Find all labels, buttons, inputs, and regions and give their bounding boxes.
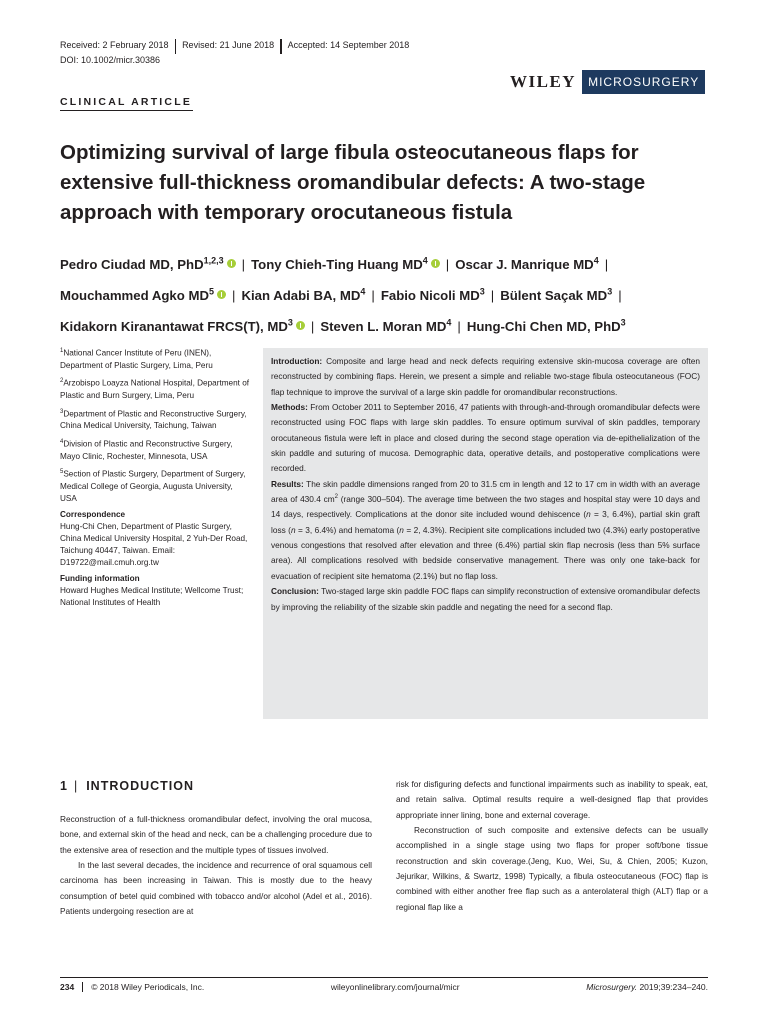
body-column-right — [396, 777, 708, 915]
author[interactable]: Kian Adabi BA, $MD^4$ — [241, 286, 366, 304]
orcid-icon[interactable] — [227, 259, 236, 268]
orcid-icon[interactable] — [217, 290, 226, 299]
doi[interactable]: DOI: 10.1002/micr.30386 — [60, 55, 161, 65]
section-heading: 1 | INTRODUCTION — [60, 779, 195, 793]
footer-rule — [60, 977, 708, 978]
date-separator — [280, 39, 282, 54]
article-title: Optimizing survival of large fibula osteocutaneous flaps for extensive full-thickness oromandibular defects: A two-stage approach with temporary orocutaneous fistula — [60, 141, 646, 224]
funding-heading: Funding information — [60, 574, 140, 584]
author[interactable]: Steven L. Moran $MD^4$ — [320, 317, 452, 335]
abstract-introduction: Introduction: Composite and large head and neck defects requiring extensive skin-mucosa coverage are often reconstructed by combining flaps. Herein, we present a simple and reliable two-stage fibula osteocutaneous (FOC) flap technique to improve the survival of a large skin paddle for oromandibular reconstructions. — [271, 356, 701, 397]
author[interactable]: Pedro Ciudad MD, PhD$^{1,2,3}$ — [60, 257, 236, 272]
page-number: 234 — [60, 982, 75, 992]
author[interactable]: Bülent Saçak $MD^3$ — [500, 286, 613, 304]
article-dates — [60, 37, 409, 52]
body-column-left — [60, 812, 372, 919]
paragraph: risk for disfiguring defects and functional impairments such as inability to speak, eat, and retain saliva. Optimal results require a well-designed flap that provides appropriate inner lining, bone and external coverage. — [396, 779, 708, 820]
author-list: Pedro Ciudad MD, PhD$^{1,2,3}$ | Tony Chieh-Ting Huang $MD^4$ | Oscar J. Manrique $MD^4$ | Mouchammed Agko $MD^5$ | Kian Adabi BA, $MD^4$ | Fabio Nicoli $MD^3$ | Bülent Saçak $MD^3$ | Kidakorn Kiranantawat FRCS(T), $MD^3$ | Steven L. Moran $MD^4$ | Hung-Chi Chen MD, PhD$^3$ — [60, 256, 626, 335]
accepted-date: Accepted: 14 September 2018 — [287, 39, 410, 50]
funding-text: Howard Hughes Medical Institute; Wellcome Trust; National Institutes of Health — [60, 586, 244, 608]
author[interactable]: Oscar J. Manrique $MD^4$ — [455, 256, 599, 273]
page-footer — [60, 982, 708, 992]
paragraph: Reconstruction of a full-thickness oromandibular defect, involving the oral mucosa, bone, and external skin of the head and neck, can be a challenging procedure due to the extensive area of resection and the multiple types of tissues involved. — [60, 814, 372, 855]
citation: Microsurgery. 2019;39:234–240. — [586, 982, 708, 992]
paragraph: In the last several decades, the incidence and recurrence of oral squamous cell carcinoma has been increasing in Taiwan. This is mostly due to the heavy consumption of betel quid combined with tobacco and/or alcohol (Adel et al., 2016). Patients undergoing resection are at — [60, 860, 372, 917]
correspondence-heading: Correspondence — [60, 510, 126, 520]
affiliations — [60, 346, 250, 614]
journal-url[interactable]: wileyonlinelibrary.com/journal/micr — [330, 982, 460, 992]
article-type: CLINICAL ARTICLE — [60, 96, 193, 108]
author[interactable]: Hung-Chi Chen MD, PhD$^3$ — [466, 317, 626, 335]
publisher-logo — [510, 70, 705, 94]
revised-date: Revised: 21 June 2018 — [182, 39, 275, 50]
affiliation: $^2$Arzobispo Loayza National Hospital, Department of Plastic and Burn Surgery, Lima, Peru — [60, 378, 250, 400]
affiliation: $^1$National Cancer Institute of Peru (INEN), Department of Plastic Surgery, Lima, Peru — [60, 348, 213, 370]
abstract-results: Results: The skin paddle dimensions ranged from 20 to 31.5 cm in length and 12 to 17 cm in width with an average area of 430.4 $cm^2$ (range 300–504). The average time between the two stages and hospital stay were 10 days and 14 days, respectively. Complications at the donor site included wound dehiscence (n = 3, 6.4%), partial skin graft loss (n = 3, 6.4%) and hematoma (n = 2, 4.3%). Recipient site complications included two (4.3%) early postoperative venous congestions that resolved after elevation and three (6.4%) partial skin flap necrosis (less than 5% surface area). All complications resolved with bedside conservative management. There was only one take-back for evacuation of recipient site hematoma (2.1%) but no flap loss. — [271, 478, 701, 581]
abstract-conclusion: Conclusion: Two-staged large skin paddle FOC flaps can simplify reconstruction of extensive oromandibular defects by improving the reliability of the sizable skin paddle and negating the need for a second flap. — [271, 586, 700, 612]
correspondence-text: Hung-Chi Chen, Department of Plastic Surgery, China Medical University Hospital, 2 Yuh-Der Road, Taichung 40447, Taiwan. Email: D19722@mail.cmuh.org.tw — [60, 522, 248, 567]
abstract-methods: Methods: From October 2011 to September 2016, 47 patients with through-and-through oromandibular defects were reconstructed using FOC flaps with large skin paddles. To ensure optimum survival of skin paddles, temporary orocutaneous fistula were left in place and closed during the second stage operation via de-epithelialization of the skin paddle and suturing of mucosa. Demographic data, operative details, and postoperative complications were recorded. — [271, 402, 700, 474]
received-date: Received: 2 February 2018 — [60, 39, 169, 50]
journal-logo: MICROSURGERY — [582, 70, 705, 94]
paragraph: Reconstruction of such composite and extensive defects can be usually accomplished in a single stage using two flaps for proper soft/bone tissue reconstruction and skin coverage.(Jeng, Kuo, Wei, Su, & Chien, 2005; Kuzon, Jejurikar, Wilkins, & Swartz, 1998) Typically, a fibula osteocutaneous (FOC) flap is combined with either another free flap such as a anterolateral thigh (ALT) flap or a regional flap like a — [396, 825, 708, 912]
footer-separator — [82, 982, 83, 992]
affiliation: $^5$Section of Plastic Surgery, Department of Surgery, Medical College of Georgia, Augusta University, USA — [60, 469, 246, 503]
orcid-icon[interactable] — [431, 259, 440, 268]
abstract-box — [263, 348, 708, 719]
affiliation: $^3$Department of Plastic and Reconstructive Surgery, China Medical University, Taichung, Taiwan — [60, 408, 247, 431]
copyright: © 2018 Wiley Periodicals, Inc. — [91, 982, 205, 992]
wiley-logo: WILEY — [510, 72, 577, 91]
orcid-icon[interactable] — [296, 321, 305, 330]
author[interactable]: Fabio Nicoli $MD^3$ — [380, 286, 485, 304]
author[interactable]: Mouchammed Agko $MD^5$ — [60, 288, 226, 303]
affiliation: $^4$Division of Plastic and Reconstructive Surgery, Mayo Clinic, Rochester, Minnesota, USA — [60, 438, 233, 461]
author[interactable]: Tony Chieh-Ting Huang $MD^4$ — [251, 257, 440, 272]
date-separator — [175, 39, 177, 54]
author[interactable]: Kidakorn Kiranantawat FRCS(T), $MD^3$ — [60, 319, 305, 334]
article-type-underline — [60, 110, 193, 111]
